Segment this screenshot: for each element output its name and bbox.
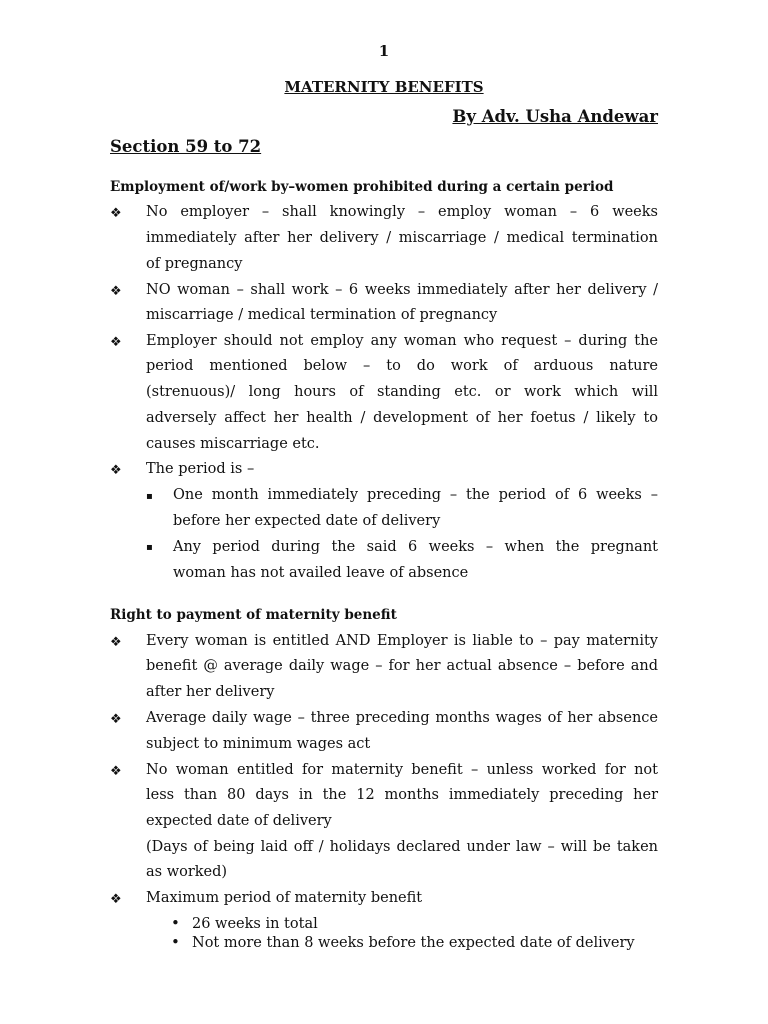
sub-list-item: Not more than 8 weeks before the expected date of delivery <box>192 935 635 951</box>
list-item: causes miscarriage etc. <box>146 436 320 452</box>
heading-right-to-payment: Right to payment of maternity benefit <box>110 607 397 623</box>
heading-employment-prohibited: Employment of/work by–women prohibited during a certain period <box>110 179 614 195</box>
list-item: adversely affect her health / development of her foetus / likely to <box>146 410 658 426</box>
list-item: The period is – <box>146 461 255 477</box>
list-item: Every woman is entitled AND Employer is liable to – pay maternity <box>146 633 658 649</box>
list-item: (strenuous)/ long hours of standing etc. or work which will <box>146 384 658 400</box>
list-item: benefit @ average daily wage – for her actual absence – before and <box>146 658 658 674</box>
list-item: period mentioned below – to do work of arduous nature <box>146 358 658 374</box>
sub-list-item: Any period during the said 6 weeks – when the pregnant <box>173 539 658 555</box>
diamond-bullet-icon: ❖ <box>110 892 122 907</box>
list-item: Employer should not employ any woman who request – during the <box>146 333 658 349</box>
diamond-bullet-icon: ❖ <box>110 764 122 779</box>
diamond-bullet-icon: ❖ <box>110 206 122 221</box>
diamond-bullet-icon: ❖ <box>110 335 122 350</box>
sub-list-item: One month immediately preceding – the period of 6 weeks – <box>173 487 658 503</box>
diamond-bullet-icon: ❖ <box>110 284 122 299</box>
diamond-bullet-icon: ❖ <box>110 635 122 650</box>
diamond-bullet-icon: ❖ <box>110 463 122 478</box>
list-item: Average daily wage – three preceding months wages of her absence <box>146 710 658 726</box>
list-item: as worked) <box>146 864 228 880</box>
list-item: miscarriage / medical termination of pregnancy <box>146 307 498 323</box>
list-item: of pregnancy <box>146 256 243 272</box>
list-item: (Days of being laid off / holidays declared under law – will be taken <box>146 839 658 855</box>
round-bullet-icon: • <box>171 933 180 951</box>
sub-list-item: 26 weeks in total <box>192 916 318 932</box>
list-item: subject to minimum wages act <box>146 736 371 752</box>
section-title: Section 59 to 72 <box>110 137 262 156</box>
diamond-bullet-icon: ❖ <box>110 712 122 727</box>
list-item: after her delivery <box>146 684 275 700</box>
document-title: MATERNITY BENEFITS <box>284 78 484 96</box>
list-item: Maximum period of maternity benefit <box>146 890 423 906</box>
sub-list-item: woman has not availed leave of absence <box>173 565 469 581</box>
list-item: No woman entitled for maternity benefit – unless worked for not <box>146 762 658 778</box>
list-item: NO woman – shall work – 6 weeks immediately after her delivery / <box>146 282 658 298</box>
list-item: No employer – shall knowingly – employ woman – 6 weeks <box>146 204 658 220</box>
square-bullet-icon: ▪ <box>146 542 153 553</box>
page-number: 1 <box>378 42 390 60</box>
sub-list-item: before her expected date of delivery <box>173 513 441 529</box>
list-item: less than 80 days in the 12 months immediately preceding her <box>146 787 658 803</box>
list-item: immediately after her delivery / miscarriage / medical termination <box>146 230 658 246</box>
square-bullet-icon: ▪ <box>146 491 153 502</box>
author-line: By Adv. Usha Andewar <box>452 107 658 126</box>
list-item: expected date of delivery <box>146 813 332 829</box>
round-bullet-icon: • <box>171 914 180 932</box>
